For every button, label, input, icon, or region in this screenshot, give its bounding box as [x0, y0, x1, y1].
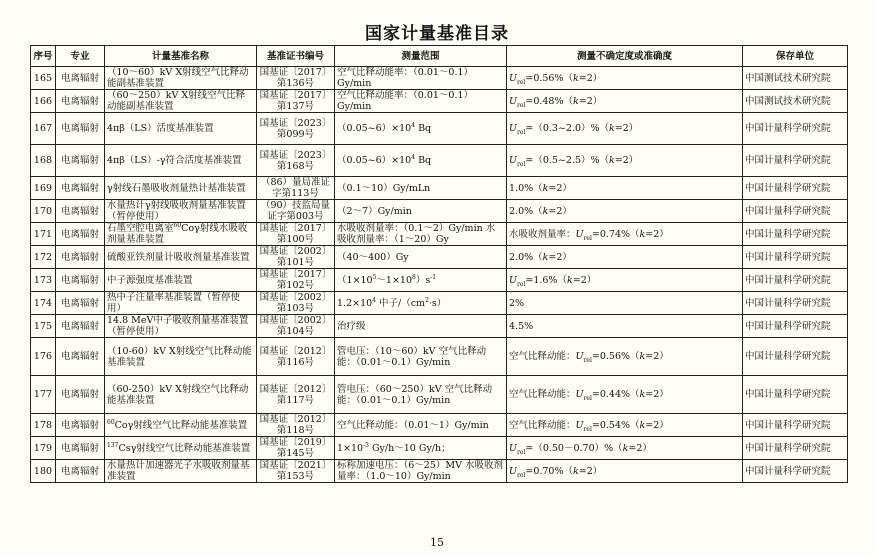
cell-name: 4πβ（LS）-γ符合活度基准装置	[105, 145, 257, 177]
cell-no: 168	[31, 145, 56, 177]
cell-no: 170	[31, 200, 56, 223]
cell-unit: 中国测试技术研究院	[743, 90, 848, 113]
cell-uncertainty: 2.0%（k=2）	[507, 246, 743, 269]
cell-field: 电离辐射	[56, 292, 105, 315]
cell-name: γ射线石墨吸收剂量热计基准装置	[105, 177, 257, 200]
page-number: 15	[430, 536, 444, 549]
cell-no: 173	[31, 269, 56, 292]
cell-uncertainty: 2.0%（k=2）	[507, 200, 743, 223]
cell-no: 166	[31, 90, 56, 113]
cell-no: 178	[31, 414, 56, 437]
cell-range: $(0.05\sim 6)\times 10^4$ Bq	[335, 113, 507, 145]
cell-name: 热中子注量率基准装置（暂停使用）	[105, 292, 257, 315]
cell-range: 管电压：（60～250）kV 空气比释动能：（0.01～0.1）Gy/min	[335, 376, 507, 414]
cell-name: $^{137}$Csγ射线空气比释动能基准装置	[105, 437, 257, 460]
cell-uncertainty: $U_{rel}=1.6\%(k=2)$	[507, 269, 743, 292]
cell-cert: 国基证〔2023〕第168号	[257, 145, 335, 177]
cell-unit: 中国计量科学研究院	[743, 315, 848, 338]
cell-uncertainty: 水吸收剂量率：$U_{rel}=0.74\%(k=2)$	[507, 223, 743, 246]
table-row	[31, 90, 848, 113]
cell-uncertainty: 4.5%	[507, 315, 743, 338]
cell-cert: 国基证〔2017〕第102号	[257, 269, 335, 292]
cell-field: 电离辐射	[56, 338, 105, 376]
cell-name: 14.8 MeV中子吸收剂量基准装置（暂停使用）	[105, 315, 257, 338]
cell-no: 171	[31, 223, 56, 246]
cell-unit: 中国计量科学研究院	[743, 200, 848, 223]
cell-cert: 国基证〔2012〕第116号	[257, 338, 335, 376]
table-row	[31, 269, 848, 292]
cell-uncertainty: 1.0%（k=2）	[507, 177, 743, 200]
cell-unit: 中国计量科学研究院	[743, 292, 848, 315]
table-row	[31, 437, 848, 460]
table-row	[31, 145, 848, 177]
cell-range: （40～400）Gy	[335, 246, 507, 269]
header-name: 计量基准名称	[105, 46, 257, 67]
cell-name: 石墨空腔电离室$^{60}$Coγ射线水吸收剂量基准装置	[105, 223, 257, 246]
cell-name: 水量热计加速器光子水吸收剂量基准装置	[105, 460, 257, 483]
cell-unit: 中国计量科学研究院	[743, 145, 848, 177]
cell-cert: 国基证〔2019〕第145号	[257, 437, 335, 460]
cell-field: 电离辐射	[56, 376, 105, 414]
cell-range: （0.1～10）Gy/mLn	[335, 177, 507, 200]
cell-cert: 国基证〔2017〕第136号	[257, 67, 335, 90]
cell-cert: 国基证〔2017〕第100号	[257, 223, 335, 246]
cell-field: 电离辐射	[56, 246, 105, 269]
cell-field: 电离辐射	[56, 145, 105, 177]
cell-range: 空气比释动能率：（0.01～0.1）Gy/min	[335, 67, 507, 90]
cell-no: 165	[31, 67, 56, 90]
cell-range: 空气比释动能率：（0.01～0.1）Gy/min	[335, 90, 507, 113]
cell-no: 176	[31, 338, 56, 376]
cell-range: 水吸收剂量率：（0.1～2）Gy/min 水吸收剂量率：（1～20）Gy	[335, 223, 507, 246]
cell-no: 167	[31, 113, 56, 145]
cell-field: 电离辐射	[56, 177, 105, 200]
table-row	[31, 414, 848, 437]
cell-name: 中子源强度基准装置	[105, 269, 257, 292]
cell-cert: 国基证〔2023〕第099号	[257, 113, 335, 145]
cell-cert: （90）技监局量证字第003号	[257, 200, 335, 223]
header-range: 测量范围	[335, 46, 507, 67]
cell-uncertainty: $U_{rel}=0.70\%(k=2)$	[507, 460, 743, 483]
cell-uncertainty: $U_{rel}=(0.3\sim 2.0)\%(k=2)$	[507, 113, 743, 145]
header-field: 专业	[56, 46, 105, 67]
cell-cert: 国基证〔2017〕第137号	[257, 90, 335, 113]
cell-uncertainty: $U_{rel}=(0.5\sim 2.5)\%(k=2)$	[507, 145, 743, 177]
table-row	[31, 177, 848, 200]
cell-uncertainty: 2%	[507, 292, 743, 315]
cell-no: 172	[31, 246, 56, 269]
cell-range: $1.2\times 10^4$ 中子$/(cm^2\cdot s)$	[335, 292, 507, 315]
cell-field: 电离辐射	[56, 460, 105, 483]
cell-field: 电离辐射	[56, 437, 105, 460]
cell-name: （60-250）kV X射线空气比释动能基准装置	[105, 376, 257, 414]
cell-field: 电离辐射	[56, 200, 105, 223]
cell-no: 179	[31, 437, 56, 460]
header-cert: 基准证书编号	[257, 46, 335, 67]
table-row	[31, 67, 848, 90]
table-row	[31, 246, 848, 269]
cell-cert: 国基证〔2002〕第101号	[257, 246, 335, 269]
cell-range: $(1\times 10^5\sim 1\times 10^8)s^{-1}$	[335, 269, 507, 292]
cell-range: 治疗级	[335, 315, 507, 338]
cell-unit: 中国计量科学研究院	[743, 223, 848, 246]
cell-unit: 中国计量科学研究院	[743, 113, 848, 145]
table-row	[31, 315, 848, 338]
cell-uncertainty: 空气比释动能：$U_{rel}=0.44\%(k=2)$	[507, 376, 743, 414]
cell-name: （10-60）kV X射线空气比释动能基准装置	[105, 338, 257, 376]
cell-cert: 国基证〔2002〕第103号	[257, 292, 335, 315]
header-unit: 保存单位	[743, 46, 848, 67]
cell-name: 4πβ（LS）活度基准装置	[105, 113, 257, 145]
cell-unit: 中国计量科学研究院	[743, 246, 848, 269]
cell-cert: 国基证〔2002〕第104号	[257, 315, 335, 338]
cell-cert: （86）量局准证字第113号	[257, 177, 335, 200]
cell-range: $1\times 10^{-3}$ Gy/h～10 Gy/h；	[335, 437, 507, 460]
cell-range: 标称加速电压：（6～25）MV 水吸收剂量率：（1.0～10）Gy/min	[335, 460, 507, 483]
cell-name: $^{60}$Coγ射线空气比释动能基准装置	[105, 414, 257, 437]
cell-field: 电离辐射	[56, 223, 105, 246]
cell-cert: 国基证〔2012〕第117号	[257, 376, 335, 414]
header-no: 序号	[31, 46, 56, 67]
cell-range: $(0.05\sim 6)\times 10^4$ Bq	[335, 145, 507, 177]
cell-range: 管电压：（10～60）kV 空气比释动能：（0.01～0.1）Gy/min	[335, 338, 507, 376]
cell-range: （2～7）Gy/min	[335, 200, 507, 223]
cell-field: 电离辐射	[56, 269, 105, 292]
cell-cert: 国基证〔2012〕第118号	[257, 414, 335, 437]
table-row	[31, 460, 848, 483]
cell-cert: 国基证〔2021〕第153号	[257, 460, 335, 483]
cell-name: （60～250）kV X射线空气比释动能副基准装置	[105, 90, 257, 113]
standards-table	[30, 45, 848, 483]
cell-uncertainty: $U_{rel}=0.56\%(k=2)$	[507, 67, 743, 90]
table-row	[31, 200, 848, 223]
table-row	[31, 292, 848, 315]
cell-no: 175	[31, 315, 56, 338]
cell-no: 177	[31, 376, 56, 414]
cell-name: 水量热计γ射线吸收剂量基准装置（暂停使用）	[105, 200, 257, 223]
cell-uncertainty: 空气比释动能：$U_{rel}=0.54\%(k=2)$	[507, 414, 743, 437]
cell-field: 电离辐射	[56, 67, 105, 90]
cell-unit: 中国计量科学研究院	[743, 338, 848, 376]
cell-unit: 中国测试技术研究院	[743, 67, 848, 90]
header-uncertainty: 测量不确定度或准确度	[507, 46, 743, 67]
cell-field: 电离辐射	[56, 113, 105, 145]
table-header-row	[31, 46, 848, 67]
cell-name: （10～60）kV X射线空气比释动能副基准装置	[105, 67, 257, 90]
cell-unit: 中国计量科学研究院	[743, 376, 848, 414]
cell-no: 180	[31, 460, 56, 483]
cell-unit: 中国计量科学研究院	[743, 177, 848, 200]
cell-unit: 中国计量科学研究院	[743, 437, 848, 460]
cell-no: 174	[31, 292, 56, 315]
table-row	[31, 376, 848, 414]
cell-unit: 中国计量科学研究院	[743, 460, 848, 483]
cell-field: 电离辐射	[56, 315, 105, 338]
cell-range: 空气比释动能：（0.01～1）Gy/min	[335, 414, 507, 437]
cell-field: 电离辐射	[56, 414, 105, 437]
page-title: 国家计量基准目录	[365, 24, 509, 44]
cell-name: 硫酸亚铁剂量计吸收剂量基准装置	[105, 246, 257, 269]
cell-unit: 中国计量科学研究院	[743, 414, 848, 437]
cell-unit: 中国计量科学研究院	[743, 269, 848, 292]
cell-field: 电离辐射	[56, 90, 105, 113]
table-row	[31, 338, 848, 376]
table-row	[31, 113, 848, 145]
cell-no: 169	[31, 177, 56, 200]
cell-uncertainty: $U_{rel}=(0.50-0.70)\%(k=2)$	[507, 437, 743, 460]
cell-uncertainty: 空气比释动能：$U_{rel}=0.56\%(k=2)$	[507, 338, 743, 376]
cell-uncertainty: $U_{rel}=0.48\%(k=2)$	[507, 90, 743, 113]
table-row	[31, 223, 848, 246]
